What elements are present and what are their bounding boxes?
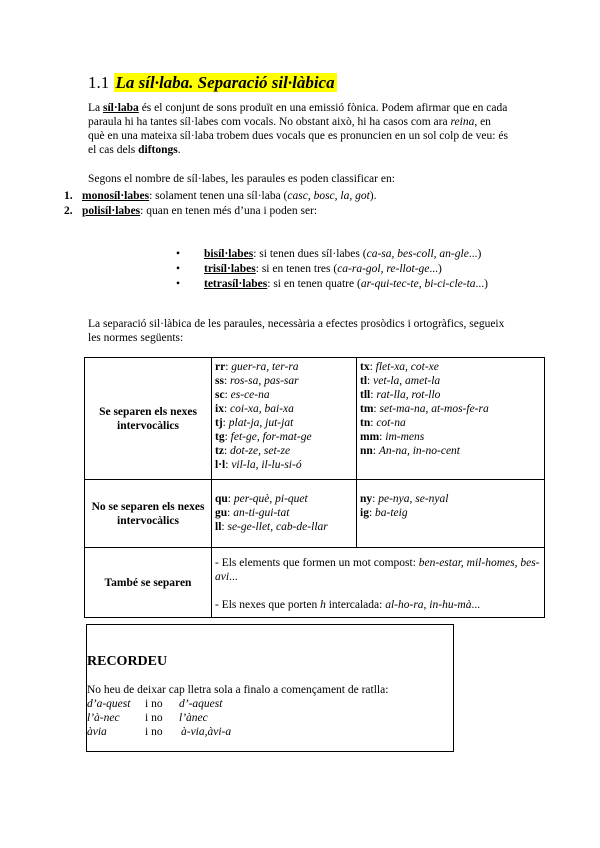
intro-paragraph: La síl·laba és el conjunt de sons produït en una emissió fònica. Podem afirmar que en cada paraula hi ha tantes síl·labes com vocals. No obstant això, hi ha casos com ara reina, en què en una mateixa síl·laba trobem dues vocals que es pronuncien en un sol colp de veu: és el cas dels diftongs. <box>88 102 508 156</box>
list-item: 1. monosíl·labes: solament tenen una síl·laba (casc, bosc, la, got). <box>64 190 377 202</box>
recordeu-text: No heu de deixar cap lletra sola a finalo a començament de ratlla: <box>87 684 389 696</box>
polysyllable-list <box>176 247 488 292</box>
list-item: • tetrasíl·labes: si en tenen quatre (ar-qui-tec-te, bi-ci-cle-ta...) <box>176 278 488 290</box>
rule-header-not-separate: No se separen els nexes intervocàlics <box>85 480 212 548</box>
term-sillaba: síl·laba <box>103 102 139 114</box>
section-heading <box>88 72 337 94</box>
list-item: 2. polisíl·labes: quan en tenen més d’una i poden ser: <box>64 205 318 217</box>
recordeu-title: RECORDEU <box>87 654 168 669</box>
example-reina: reina <box>450 116 475 128</box>
rule-header-separate: Se separen els nexes intervocàlics <box>85 358 212 480</box>
syllable-rules-table <box>84 357 545 618</box>
table-row <box>85 480 545 548</box>
heading-number: 1.1 <box>88 73 110 92</box>
table-row <box>85 548 545 618</box>
list-item: • trisíl·labes: si en tenen tres (ca-ra-gol, re-llot-ge...) <box>176 263 442 275</box>
rule-cell: tx: flet-xa, cot-xe tl: vet-la, amet-la tll: rat-lla, rot-llo tm: set-ma-na, at-mos-fe-ra tn: cot-na mm: im-mens nn: An-na, in-no-cent <box>357 358 545 480</box>
bullet-icon: • <box>176 263 181 275</box>
bullet-icon: • <box>176 248 181 260</box>
table-row <box>85 358 545 480</box>
rule-cell: - Els elements que formen un mot compost: ben-estar, mil-homes, bes-avi... - Els nexes que porten h intercalada: al-ho-ra, in-hu-mà... <box>212 548 545 618</box>
recordeu-box: RECORDEU No heu de deixar cap lletra sola a finalo a començament de ratlla: d’a-quest i no d’-aquest l’à-nec i no l’ànec àvia i no à-via,àvi-a <box>86 624 454 752</box>
term-diftongs: diftongs <box>138 144 178 156</box>
syllable-count-list <box>64 189 377 219</box>
separation-intro: La separació sil·làbica de les paraules, necessària a efectes prosòdics i ortogràfics, segueix les normes següents: <box>88 318 505 344</box>
rule-cell: ny: pe-nya, se-nyal ig: ba-teig <box>357 480 545 548</box>
bullet-icon: • <box>176 278 181 290</box>
classification-intro: Segons el nombre de síl·labes, les paraules es poden classificar en: <box>88 173 395 185</box>
rule-cell: rr: guer-ra, ter-ra ss: ros-sa, pas-sar sc: es-ce-na ix: coi-xa, bai-xa tj: plat-ja, jut-jat tg: fet-ge, for-mat-ge tz: dot-ze, set-ze l·l: vil-la, il-lu-si-ó <box>212 358 357 480</box>
rule-header-also-separate: També se separen <box>85 548 212 618</box>
list-item: • bisíl·labes: si tenen dues síl·labes (ca-sa, bes-coll, an-gle...) <box>176 248 482 260</box>
heading-title: La síl·laba. Separació sil·làbica <box>115 73 335 92</box>
rule-cell: qu: per-què, pi-quet gu: an-ti-gui-tat ll: se-ge-llet, cab-de-llar <box>212 480 357 548</box>
